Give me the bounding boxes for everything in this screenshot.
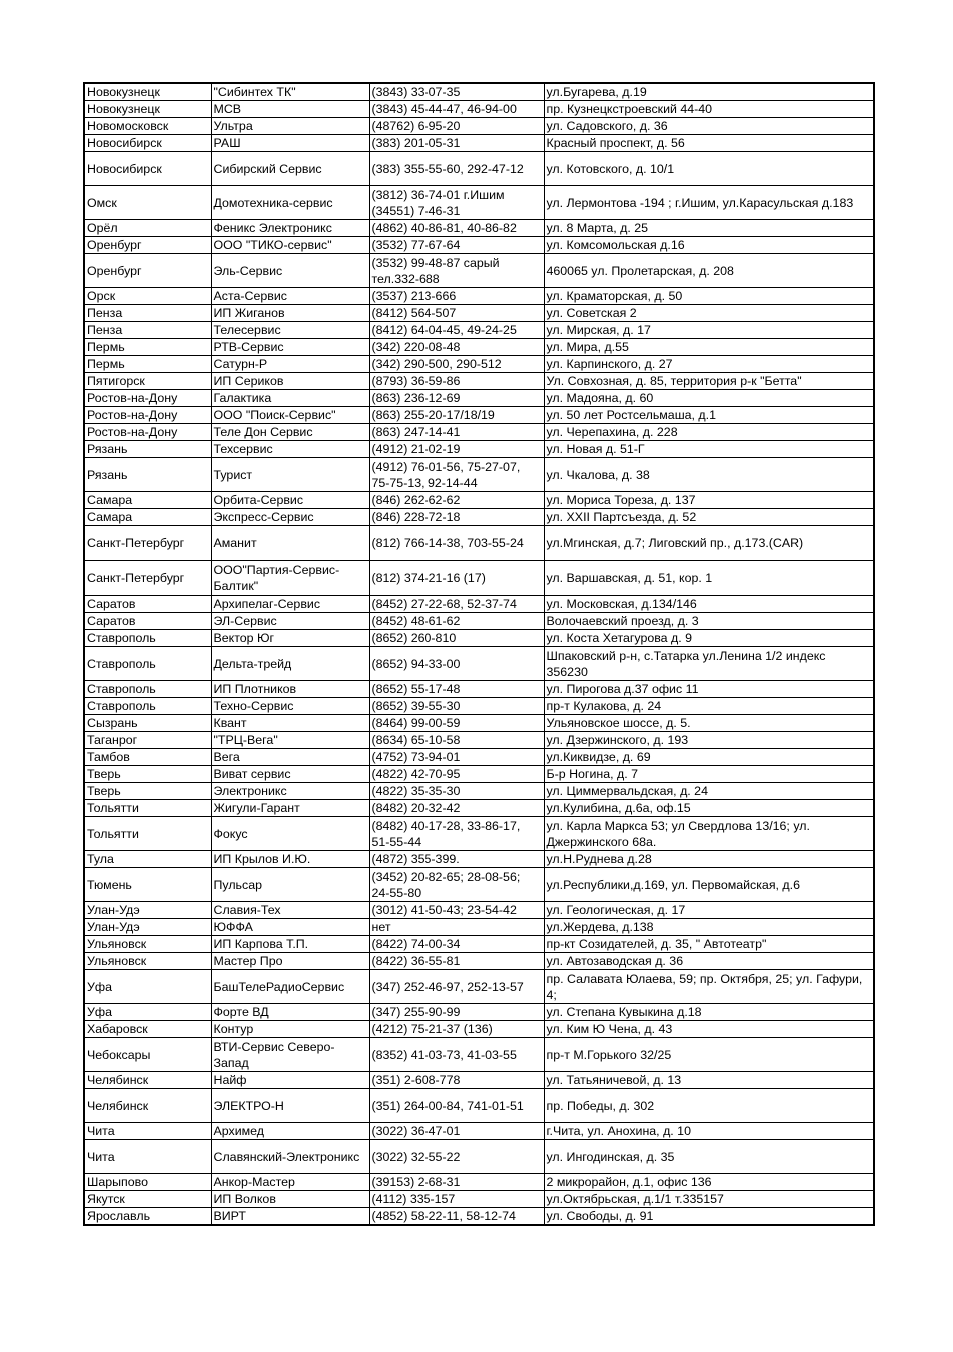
phone-cell: (8652) 94-33-00 [369,647,544,681]
city-cell: Омск [84,186,211,220]
table-row [84,919,874,936]
phone-cell: (4852) 58-22-11, 58-12-74 [369,1208,544,1226]
table-row [84,373,874,390]
address-cell: пр. Победы, д. 302 [544,1089,874,1123]
table-row [84,254,874,288]
address-cell: ул. 8 Марта, д. 25 [544,220,874,237]
city-cell: Пятигорск [84,373,211,390]
phone-cell: (4752) 73-94-01 [369,749,544,766]
table-row [84,322,874,339]
phone-cell: (48762) 6-95-20 [369,118,544,135]
table-row [84,817,874,851]
address-cell: ул. Краматорская, д. 50 [544,288,874,305]
address-cell: ул. Мориса Тореза, д. 137 [544,492,874,509]
company-cell: ИП Карпова Т.П. [211,936,369,953]
phone-cell: (846) 262-62-62 [369,492,544,509]
company-cell: Контур [211,1021,369,1038]
city-cell: Оренбург [84,237,211,254]
table-row [84,1021,874,1038]
company-cell: "Сибинтех ТК" [211,83,369,101]
table-row [84,509,874,526]
city-cell: Тверь [84,783,211,800]
table-row [84,749,874,766]
company-cell: Пульсар [211,868,369,902]
phone-cell: (3812) 36-74-01 г.Ишим (34551) 7-46-31 [369,186,544,220]
company-cell: ООО"Партия-Сервис-Балтик" [211,561,369,596]
table-row [84,135,874,152]
address-cell: ул. XXII Партсъезда, д. 52 [544,509,874,526]
address-cell: ул.Мгинская, д.7; Лиговский пр., д.173.(CAR) [544,526,874,561]
phone-cell: (4912) 21-02-19 [369,441,544,458]
city-cell: Шарыпово [84,1174,211,1191]
company-cell: Форте ВД [211,1004,369,1021]
city-cell: Пенза [84,322,211,339]
company-cell: Жигули-Гарант [211,800,369,817]
city-cell: Пермь [84,356,211,373]
phone-cell: (4112) 335-157 [369,1191,544,1208]
company-cell: ЭЛЕКТРО-Н [211,1089,369,1123]
address-cell: ул. Котовского, д. 10/1 [544,152,874,186]
phone-cell: нет [369,919,544,936]
phone-cell: (383) 201-05-31 [369,135,544,152]
company-cell: Техсервис [211,441,369,458]
address-cell: ул.Н.Руднева д.28 [544,851,874,868]
table-row [84,732,874,749]
address-cell: ул. Мира, д.55 [544,339,874,356]
city-cell: Таганрог [84,732,211,749]
company-cell: Сатурн-Р [211,356,369,373]
company-cell: Виват сервис [211,766,369,783]
company-cell: ВТИ-Сервис Северо-Запад [211,1038,369,1072]
phone-cell: (863) 255-20-17/18/19 [369,407,544,424]
city-cell: Саратов [84,613,211,630]
city-cell: Новосибирск [84,135,211,152]
city-cell: Ростов-на-Дону [84,424,211,441]
table-row [84,561,874,596]
phone-cell: (4822) 35-35-30 [369,783,544,800]
address-cell: ул. Карла Маркса 53; ул Свердлова 13/16; ул. Джержинского 68а. [544,817,874,851]
company-cell: Квант [211,715,369,732]
city-cell: Пенза [84,305,211,322]
address-cell: пр. Салавата Юлаева, 59; пр. Октября, 25; ул. Гафури, 4; [544,970,874,1004]
city-cell: Орёл [84,220,211,237]
address-cell: ул. Циммервальдская, д. 24 [544,783,874,800]
address-cell: ул. Варшавская, д. 51, кор. 1 [544,561,874,596]
address-cell: 460065 ул. Пролетарская, д. 208 [544,254,874,288]
phone-cell: (4872) 355-399. [369,851,544,868]
city-cell: Рязань [84,441,211,458]
company-cell: Анкор-Мастер [211,1174,369,1191]
table-row [84,1208,874,1226]
phone-cell: (8652) 260-810 [369,630,544,647]
service-center-table [83,82,875,1226]
phone-cell: (8412) 564-507 [369,305,544,322]
table-row [84,681,874,698]
city-cell: Челябинск [84,1072,211,1089]
phone-cell: (3532) 99-48-87 сарый тел.332-688 [369,254,544,288]
city-cell: Ставрополь [84,698,211,715]
table-row [84,1089,874,1123]
company-cell: Фокус [211,817,369,851]
company-cell: Мастер Про [211,953,369,970]
table-row [84,186,874,220]
phone-cell: (863) 236-12-69 [369,390,544,407]
city-cell: Тула [84,851,211,868]
phone-cell: (347) 252-46-97, 252-13-57 [369,970,544,1004]
table-row [84,288,874,305]
service-center-directory [83,82,873,1226]
company-cell: МСВ [211,101,369,118]
table-row [84,800,874,817]
table-row [84,83,874,101]
company-cell: ИП Крылов И.Ю. [211,851,369,868]
address-cell: Красный проспект, д. 56 [544,135,874,152]
city-cell: Санкт-Петербург [84,526,211,561]
city-cell: Новосибирск [84,152,211,186]
address-cell: 2 микрорайон, д.1, офис 136 [544,1174,874,1191]
city-cell: Сызрань [84,715,211,732]
table-row [84,715,874,732]
city-cell: Ростов-на-Дону [84,407,211,424]
address-cell: ул. Садовского, д. 36 [544,118,874,135]
table-row [84,953,874,970]
phone-cell: (3843) 33-07-35 [369,83,544,101]
table-row [84,596,874,613]
phone-cell: (39153) 2-68-31 [369,1174,544,1191]
company-cell: Ультра [211,118,369,135]
phone-cell: (8422) 74-00-34 [369,936,544,953]
address-cell: ул. Мадояна, д. 60 [544,390,874,407]
phone-cell: (3022) 32-55-22 [369,1140,544,1174]
table-row [84,237,874,254]
table-row [84,783,874,800]
company-cell: Домотехника-сервис [211,186,369,220]
phone-cell: (8412) 64-04-45, 49-24-25 [369,322,544,339]
table-body [84,83,874,1225]
phone-cell: (351) 2-608-778 [369,1072,544,1089]
table-row [84,1191,874,1208]
address-cell: ул. Свободы, д. 91 [544,1208,874,1226]
phone-cell: (3012) 41-50-43; 23-54-42 [369,902,544,919]
table-row [84,698,874,715]
company-cell: Славянский-Электроникс [211,1140,369,1174]
phone-cell: (4862) 40-86-81, 40-86-82 [369,220,544,237]
address-cell: ул. Коста Хетагурова д. 9 [544,630,874,647]
table-row [84,970,874,1004]
phone-cell: (342) 220-08-48 [369,339,544,356]
address-cell: ул. Пирогова д.37 офис 11 [544,681,874,698]
company-cell: ООО "Поиск-Сервис" [211,407,369,424]
address-cell: ул. Автозаводская д. 36 [544,953,874,970]
company-cell: Орбита-Сервис [211,492,369,509]
city-cell: Орск [84,288,211,305]
table-row [84,305,874,322]
city-cell: Самара [84,509,211,526]
phone-cell: (8352) 41-03-73, 41-03-55 [369,1038,544,1072]
table-row [84,441,874,458]
phone-cell: (8634) 65-10-58 [369,732,544,749]
city-cell: Уфа [84,1004,211,1021]
address-cell: ул. Лермонтова -194 ; г.Ишим, ул.Карасульская д.183 [544,186,874,220]
phone-cell: (383) 355-55-60, 292-47-12 [369,152,544,186]
address-cell: ул. Московская, д.134/146 [544,596,874,613]
table-row [84,647,874,681]
phone-cell: (8652) 39-55-30 [369,698,544,715]
table-row [84,1038,874,1072]
table-row [84,101,874,118]
phone-cell: (8422) 36-55-81 [369,953,544,970]
phone-cell: (347) 255-90-99 [369,1004,544,1021]
table-row [84,1004,874,1021]
city-cell: Пермь [84,339,211,356]
address-cell: Шпаковский р-н, с.Татарка ул.Ленина 1/2 индекс 356230 [544,647,874,681]
table-row [84,1072,874,1089]
phone-cell: (8452) 27-22-68, 52-37-74 [369,596,544,613]
city-cell: Тверь [84,766,211,783]
address-cell: ул. 50 лет Ростсельмаша, д.1 [544,407,874,424]
phone-cell: (3537) 213-666 [369,288,544,305]
table-row [84,1174,874,1191]
city-cell: Якутск [84,1191,211,1208]
city-cell: Ульяновск [84,953,211,970]
address-cell: ул. Чкалова, д. 38 [544,458,874,492]
company-cell: Архимед [211,1123,369,1140]
city-cell: Саратов [84,596,211,613]
company-cell: Архипелаг-Сервис [211,596,369,613]
address-cell: ул. Степана Кувыкина д.18 [544,1004,874,1021]
table-row [84,613,874,630]
table-row [84,407,874,424]
phone-cell: (3532) 77-67-64 [369,237,544,254]
phone-cell: (3843) 45-44-47, 46-94-00 [369,101,544,118]
table-row [84,424,874,441]
phone-cell: (342) 290-500, 290-512 [369,356,544,373]
city-cell: Ставрополь [84,681,211,698]
phone-cell: (351) 264-00-84, 741-01-51 [369,1089,544,1123]
city-cell: Тольятти [84,800,211,817]
city-cell: Уфа [84,970,211,1004]
company-cell: Электроникс [211,783,369,800]
address-cell: г.Чита, ул. Анохина, д. 10 [544,1123,874,1140]
address-cell: ул. Советская 2 [544,305,874,322]
address-cell: ул.Октябрьская, д.1/1 т.335157 [544,1191,874,1208]
company-cell: Техно-Сервис [211,698,369,715]
company-cell: Экспресс-Сервис [211,509,369,526]
city-cell: Новокузнецк [84,101,211,118]
address-cell: ул. Ингодинская, д. 35 [544,1140,874,1174]
table-row [84,526,874,561]
city-cell: Санкт-Петербург [84,561,211,596]
company-cell: Найф [211,1072,369,1089]
company-cell: Славия-Тех [211,902,369,919]
address-cell: ул.Республики,д.169, ул. Первомайская, д.6 [544,868,874,902]
company-cell: ООО "ТИКО-сервис" [211,237,369,254]
city-cell: Чита [84,1140,211,1174]
address-cell: ул. Мирская, д. 17 [544,322,874,339]
table-row [84,868,874,902]
address-cell: ул. Дзержинского, д. 193 [544,732,874,749]
phone-cell: (8793) 36-59-86 [369,373,544,390]
city-cell: Чебоксары [84,1038,211,1072]
company-cell: "ТРЦ-Вега" [211,732,369,749]
address-cell: ул. Ким Ю Чена, д. 43 [544,1021,874,1038]
table-row [84,492,874,509]
company-cell: Галактика [211,390,369,407]
table-row [84,390,874,407]
company-cell: БашТелеРадиоСервис [211,970,369,1004]
table-row [84,630,874,647]
table-row [84,356,874,373]
table-row [84,851,874,868]
phone-cell: (8452) 48-61-62 [369,613,544,630]
phone-cell: (812) 374-21-16 (17) [369,561,544,596]
address-cell: пр-т М.Горького 32/25 [544,1038,874,1072]
address-cell: ул. Геологическая, д. 17 [544,902,874,919]
address-cell: ул. Карпинского, д. 27 [544,356,874,373]
city-cell: Тамбов [84,749,211,766]
city-cell: Новомосковск [84,118,211,135]
city-cell: Рязань [84,458,211,492]
address-cell: ул.Кулибина, д.6а, оф.15 [544,800,874,817]
phone-cell: (8482) 40-17-28, 33-86-17, 51-55-44 [369,817,544,851]
table-row [84,118,874,135]
company-cell: ЭЛ-Сервис [211,613,369,630]
address-cell: ул.Киквидзе, д. 69 [544,749,874,766]
table-row [84,1123,874,1140]
address-cell: пр-кт Созидателей, д. 35, " Автотеатр" [544,936,874,953]
table-row [84,220,874,237]
table-row [84,766,874,783]
company-cell: Дельта-трейд [211,647,369,681]
company-cell: ИП Плотников [211,681,369,698]
company-cell: Феникс Электроникс [211,220,369,237]
table-row [84,1140,874,1174]
city-cell: Улан-Удэ [84,902,211,919]
address-cell: пр-т Кулакова, д. 24 [544,698,874,715]
table-row [84,152,874,186]
company-cell: ВИРТ [211,1208,369,1226]
company-cell: Сибирский Сервис [211,152,369,186]
address-cell: ул. Татьяничевой, д. 13 [544,1072,874,1089]
company-cell: Аманит [211,526,369,561]
city-cell: Ставрополь [84,630,211,647]
city-cell: Челябинск [84,1089,211,1123]
address-cell: Волочаевский проезд, д. 3 [544,613,874,630]
city-cell: Ульяновск [84,936,211,953]
phone-cell: (863) 247-14-41 [369,424,544,441]
phone-cell: (4822) 42-70-95 [369,766,544,783]
company-cell: Телесервис [211,322,369,339]
phone-cell: (4912) 76-01-56, 75-27-07, 75-75-13, 92-14-44 [369,458,544,492]
city-cell: Улан-Удэ [84,919,211,936]
company-cell: ИП Волков [211,1191,369,1208]
company-cell: РАШ [211,135,369,152]
address-cell: ул. Черепахина, д. 228 [544,424,874,441]
address-cell: ул.Бугарева, д.19 [544,83,874,101]
city-cell: Тольятти [84,817,211,851]
city-cell: Оренбург [84,254,211,288]
address-cell: ул. Комсомольская д.16 [544,237,874,254]
address-cell: Ул. Совхозная, д. 85, территория р-к "Бетта" [544,373,874,390]
phone-cell: (8464) 99-00-59 [369,715,544,732]
city-cell: Ярославль [84,1208,211,1226]
company-cell: ЮФФА [211,919,369,936]
city-cell: Новокузнецк [84,83,211,101]
company-cell: РТВ-Сервис [211,339,369,356]
address-cell: ул.Жердева, д.138 [544,919,874,936]
city-cell: Тюмень [84,868,211,902]
address-cell: Б-р Ногина, д. 7 [544,766,874,783]
phone-cell: (846) 228-72-18 [369,509,544,526]
table-row [84,936,874,953]
address-cell: Ульяновское шоссе, д. 5. [544,715,874,732]
company-cell: Эль-Сервис [211,254,369,288]
company-cell: Теле Дон Сервис [211,424,369,441]
phone-cell: (4212) 75-21-37 (136) [369,1021,544,1038]
phone-cell: (8652) 55-17-48 [369,681,544,698]
address-cell: ул. Новая д. 51-Г [544,441,874,458]
city-cell: Самара [84,492,211,509]
city-cell: Ростов-на-Дону [84,390,211,407]
company-cell: Вега [211,749,369,766]
city-cell: Хабаровск [84,1021,211,1038]
company-cell: ИП Жиганов [211,305,369,322]
company-cell: Турист [211,458,369,492]
phone-cell: (812) 766-14-38, 703-55-24 [369,526,544,561]
city-cell: Ставрополь [84,647,211,681]
address-cell: пр. Кузнецкстроевский 44-40 [544,101,874,118]
city-cell: Чита [84,1123,211,1140]
table-row [84,339,874,356]
company-cell: Аста-Сервис [211,288,369,305]
company-cell: Вектор Юг [211,630,369,647]
company-cell: ИП Сериков [211,373,369,390]
table-row [84,458,874,492]
phone-cell: (3022) 36-47-01 [369,1123,544,1140]
table-row [84,902,874,919]
phone-cell: (3452) 20-82-65; 28-08-56; 24-55-80 [369,868,544,902]
phone-cell: (8482) 20-32-42 [369,800,544,817]
